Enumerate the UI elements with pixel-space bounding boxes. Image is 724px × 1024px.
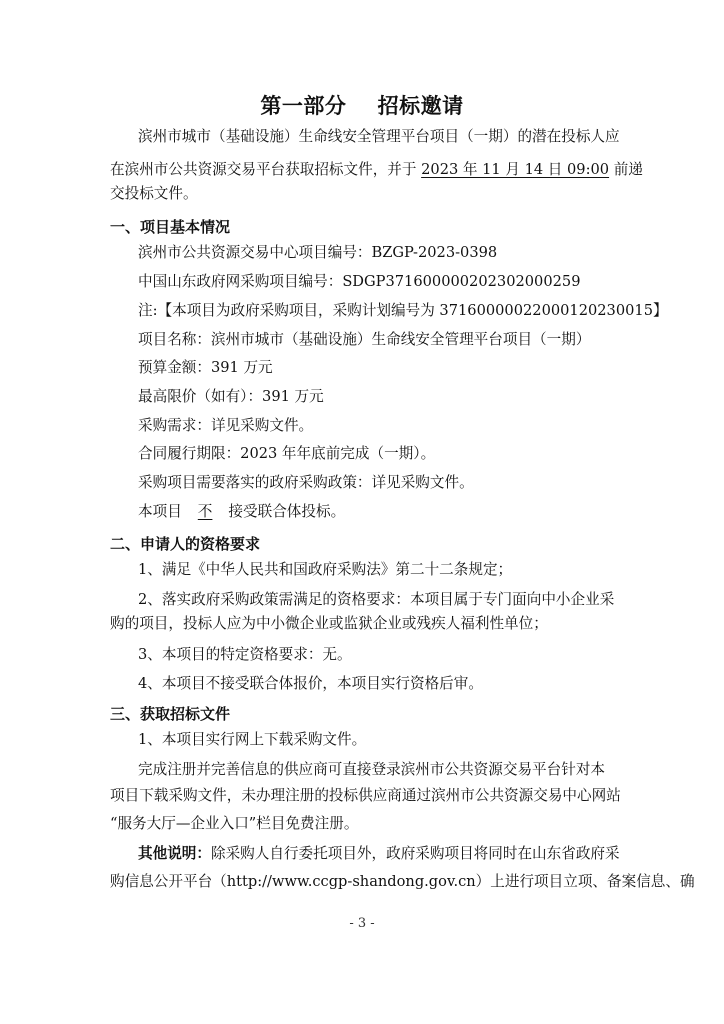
joint-bid-value-text: 不 bbox=[197, 503, 213, 520]
info-item-policy: 采购项目需要落实的政府采购政策：详见采购文件。 bbox=[138, 474, 474, 491]
qualification-item-1: 1、满足《中华人民共和国政府采购法》第二十二条规定； bbox=[138, 561, 513, 578]
info-item-project-number: 滨州市公共资源交易中心项目编号：BZGP-2023-0398 bbox=[138, 244, 498, 261]
other-notes-text: 除采购人自行委托项目外，政府采购项目将同时在山东省政府采 bbox=[210, 845, 620, 862]
info-item-procurement-number: 中国山东政府网采购项目编号：SDGP371600000202302000259 bbox=[138, 273, 581, 290]
intro-line-2 bbox=[110, 160, 643, 180]
page-number: - 3 - bbox=[349, 916, 375, 931]
qualification-item-3: 3、本项目的特定资格要求：无。 bbox=[138, 646, 352, 663]
documents-paragraph-line-1: 完成注册并完善信息的供应商可直接登录滨州市公共资源交易平台针对本 bbox=[138, 761, 606, 778]
info-item-contract-period: 合同履行期限：2023 年年底前完成（一期）。 bbox=[138, 445, 436, 462]
documents-item-1: 1、本项目实行网上下载采购文件。 bbox=[138, 731, 367, 748]
info-item-requirements: 采购需求：详见采购文件。 bbox=[138, 417, 314, 434]
documents-paragraph-line-2: 项目下载采购文件，未办理注册的投标供应商通过滨州市公共资源交易中心网站 bbox=[110, 787, 621, 804]
info-item-plan-note: 注:【本项目为政府采购项目，采购计划编号为 37160000022000120230015】 bbox=[138, 302, 668, 319]
qualification-item-2-line-2: 购的项目，投标人应为中小微企业或监狱企业或残疾人福利性单位； bbox=[110, 615, 548, 632]
deadline-date: 2023 年 11 月 14 日 09:00 bbox=[421, 161, 610, 178]
intro-line-2-text: 在滨州市公共资源交易平台获取招标文件，并于 bbox=[110, 161, 422, 178]
joint-bid-prefix: 本项目 bbox=[138, 503, 182, 520]
qualification-item-4: 4、本项目不接受联合体报价，本项目实行资格后审。 bbox=[138, 675, 483, 692]
info-item-price-limit: 最高限价（如有）：391 万元 bbox=[138, 388, 324, 405]
info-item-project-name: 项目名称：滨州市城市（基础设施）生命线安全管理平台项目（一期） bbox=[138, 331, 591, 348]
other-notes-line-1 bbox=[138, 844, 620, 864]
joint-bid-suffix: 接受联合体投标。 bbox=[228, 503, 346, 520]
section-heading-basic-info: 一、项目基本情况 bbox=[110, 218, 231, 236]
section-heading-qualifications: 二、申请人的资格要求 bbox=[110, 535, 261, 553]
info-item-joint-bid bbox=[138, 502, 345, 522]
qualification-item-2-line-1: 2、落实政府采购政策需满足的资格要求：本项目属于专门面向中小企业采 bbox=[138, 591, 615, 608]
intro-line-3: 交投标文件。 bbox=[110, 185, 198, 202]
page-title: 第一部分 招标邀请 bbox=[260, 94, 464, 118]
other-notes-line-2: 购信息公开平台（http://www.ccgp-shandong.gov.cn）上进行项目立项、备案信息、确 bbox=[110, 873, 695, 890]
intro-line-2-tail: 前递 bbox=[609, 161, 643, 178]
section-heading-get-documents: 三、获取招标文件 bbox=[110, 705, 231, 723]
info-item-budget: 预算金额：391 万元 bbox=[138, 359, 273, 376]
intro-line-1: 滨州市城市（基础设施）生命线安全管理平台项目（一期）的潜在投标人应 bbox=[138, 128, 620, 145]
other-notes-label: 其他说明： bbox=[138, 845, 211, 862]
joint-bid-value bbox=[182, 503, 229, 520]
documents-paragraph-line-3: “服务大厅—企业入口”栏目免费注册。 bbox=[110, 815, 359, 832]
